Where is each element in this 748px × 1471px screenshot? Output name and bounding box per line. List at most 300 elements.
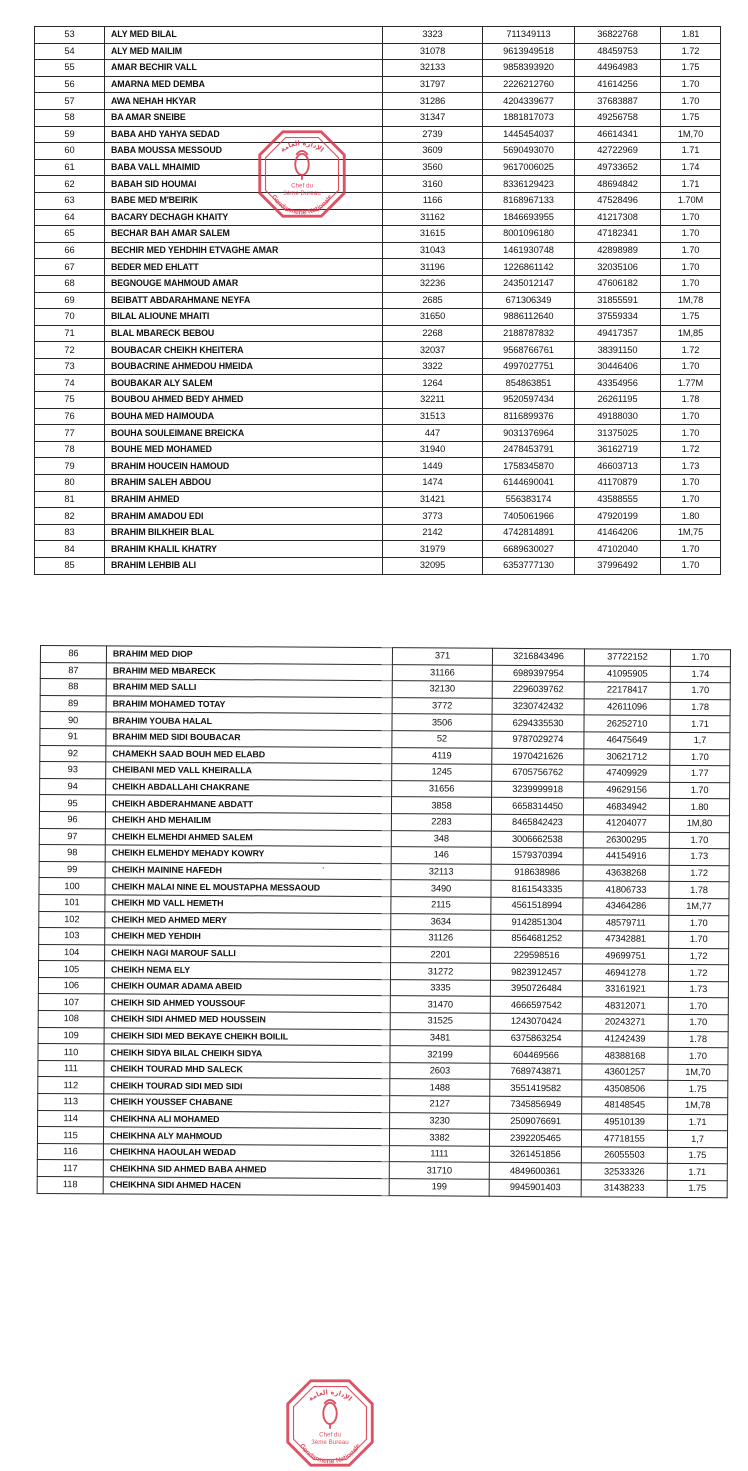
height-value: 1M,85 [661, 325, 721, 342]
person-name: CHEIKH OUMAR ADAMA ABEID [104, 978, 390, 996]
row-number: 99 [39, 861, 105, 878]
service-number: 3323 [383, 27, 483, 44]
service-number: 31650 [383, 309, 483, 326]
height-value: 1M,78 [661, 292, 721, 309]
service-number: 31710 [389, 1162, 489, 1179]
height-value: 1.80 [661, 508, 721, 525]
service-number: 348 [391, 830, 491, 847]
person-name: CHEIKH NAGI MAROUF SALLI [105, 945, 391, 963]
row-number: 61 [35, 159, 105, 176]
row-number: 91 [40, 728, 106, 745]
row-number: 111 [38, 1060, 104, 1077]
phone-number: 47342881 [583, 931, 669, 948]
person-name: BA AMAR SNEIBE [105, 109, 383, 126]
phone-number: 47606182 [575, 275, 661, 292]
person-name: BOUBAKAR ALY SALEM [105, 375, 383, 392]
phone-number: 42898989 [575, 242, 661, 259]
phone-number: 37683887 [575, 93, 661, 110]
service-number: 31347 [383, 109, 483, 126]
national-id: 9142851304 [491, 914, 583, 931]
roster-table-body [35, 27, 721, 575]
row-number: 64 [35, 209, 105, 226]
table-row [35, 375, 721, 392]
national-id: 6658314450 [491, 798, 583, 815]
row-number: 92 [40, 745, 106, 762]
row-number: 54 [35, 43, 105, 60]
phone-number: 32035106 [575, 259, 661, 276]
national-id: 229598516 [491, 947, 583, 964]
height-value: 1.71 [661, 176, 721, 193]
svg-text:3ème Bureau: 3ème Bureau [283, 190, 321, 198]
person-name: CHEIKHNA SID AHMED BABA AHMED [103, 1160, 389, 1178]
person-name: BEDER MED EHLATT [105, 259, 383, 276]
row-number: 112 [38, 1077, 104, 1094]
row-number: 62 [35, 176, 105, 193]
national-id: 9031376964 [483, 425, 575, 442]
row-number: 104 [39, 944, 105, 961]
row-number: 94 [40, 778, 106, 795]
phone-number: 31855591 [575, 292, 661, 309]
phone-number: 43601257 [582, 1064, 668, 1081]
stray-mark: , [322, 861, 325, 870]
phone-number: 49256758 [575, 109, 661, 126]
person-name: CHEIKH MALAI NINE EL MOUSTAPHA MESSAOUD [105, 878, 391, 896]
phone-number: 30621712 [584, 748, 670, 765]
svg-text:Gendarmerie Nationale: Gendarmerie Nationale [297, 1442, 363, 1466]
phone-number: 43588555 [575, 491, 661, 508]
national-id: 711349113 [483, 27, 575, 44]
table-row [35, 524, 721, 541]
national-id: 1461930748 [483, 242, 575, 259]
table-row [35, 159, 721, 176]
national-id: 6353777130 [483, 558, 575, 575]
person-name: BEIBATT ABDARAHMANE NEYFA [105, 292, 383, 309]
person-name: CHEIKHNA SIDI AHMED HACEN [103, 1177, 389, 1195]
national-id: 6989397954 [492, 665, 584, 682]
national-id: 9886112640 [483, 309, 575, 326]
phone-number: 47920199 [575, 508, 661, 525]
row-number: 114 [38, 1110, 104, 1127]
service-number: 3230 [390, 1112, 490, 1129]
phone-number: 48312071 [582, 997, 668, 1014]
national-id: 7345856949 [490, 1096, 582, 1113]
person-name: ALY MED MAILIM [105, 43, 383, 60]
service-number: 1449 [383, 458, 483, 475]
phone-number: 42611096 [584, 699, 670, 716]
person-name: BRAHIM AHMED [105, 491, 383, 508]
phone-number: 41614256 [575, 76, 661, 93]
svg-text:الإدارة العامة: الإدارة العامة [306, 1388, 354, 1403]
row-number: 63 [35, 192, 105, 209]
height-value: 1.74 [670, 666, 730, 683]
row-number: 60 [35, 143, 105, 160]
phone-number: 26252710 [584, 715, 670, 732]
height-value: 1.70 [661, 259, 721, 276]
person-name: BRAHIM AMADOU EDI [105, 508, 383, 525]
height-value: 1.71 [668, 1114, 728, 1131]
table-row [35, 259, 721, 276]
person-name: CHEIKH SIDI AHMED MED HOUSSEIN [104, 1011, 390, 1029]
national-id: 8168967133 [483, 192, 575, 209]
national-id: 4997027751 [483, 358, 575, 375]
svg-text:Gendarmerie Nationale: Gendarmerie Nationale [269, 193, 335, 217]
person-name: BLAL MBARECK BEBOU [105, 325, 383, 342]
height-value: 1.75 [661, 109, 721, 126]
national-id: 6375863254 [490, 1030, 582, 1047]
table-row [35, 242, 721, 259]
row-number: 66 [35, 242, 105, 259]
phone-number: 49629156 [584, 782, 670, 799]
person-name: CHEIKHNA HAOULAH WEDAD [103, 1144, 389, 1162]
service-number: 2127 [390, 1096, 490, 1113]
national-id: 1970421626 [492, 748, 584, 765]
person-name: CHEIKH MED AHMED MERY [105, 911, 391, 929]
table-row [35, 176, 721, 193]
person-name: BOUHE MED MOHAMED [105, 441, 383, 458]
phone-number: 48579711 [583, 914, 669, 931]
person-name: CHEIKH AHD MEHAILIM [105, 812, 391, 830]
person-name: CHEIKH MAININE HAFEDH [105, 862, 391, 880]
table-row [35, 508, 721, 525]
service-number: 1166 [383, 192, 483, 209]
service-number: 31470 [390, 996, 490, 1013]
phone-number: 43508506 [582, 1080, 668, 1097]
service-number: 31196 [383, 259, 483, 276]
row-number: 68 [35, 275, 105, 292]
row-number: 82 [35, 508, 105, 525]
national-id: 3950726484 [490, 980, 582, 997]
person-name: BOUHA SOULEIMANE BREICKA [105, 425, 383, 442]
national-id: 9823912457 [490, 964, 582, 981]
service-number: 32113 [391, 863, 491, 880]
person-name: CHAMEKH SAAD BOUH MED ELABD [106, 745, 392, 763]
row-number: 89 [40, 695, 106, 712]
national-id: 1445454037 [483, 126, 575, 143]
row-number: 107 [38, 994, 104, 1011]
height-value: 1.73 [661, 458, 721, 475]
phone-number: 37996492 [575, 558, 661, 575]
height-value: 1M,80 [669, 815, 729, 832]
national-id: 3551419582 [490, 1080, 582, 1097]
table-row [35, 325, 721, 342]
national-id: 854863851 [483, 375, 575, 392]
person-name: BRAHIM HOUCEIN HAMOUD [105, 458, 383, 475]
service-number: 3634 [391, 913, 491, 930]
service-number: 32133 [383, 60, 483, 77]
table-row [35, 309, 721, 326]
person-name: BILAL ALIOUNE MHAITI [105, 309, 383, 326]
row-number: 74 [35, 375, 105, 392]
person-name: BABA VALL MHAIMID [105, 159, 383, 176]
national-id: 556383174 [483, 491, 575, 508]
row-number: 106 [38, 977, 104, 994]
height-value: 1.71 [667, 1164, 727, 1181]
height-value: 1.72 [669, 865, 729, 882]
national-id: 1881817073 [483, 109, 575, 126]
person-name: ALY MED BILAL [105, 27, 383, 44]
table-row [35, 358, 721, 375]
national-id: 8564681252 [491, 930, 583, 947]
height-value: 1.72 [661, 43, 721, 60]
row-number: 59 [35, 126, 105, 143]
height-value: 1.71 [670, 716, 730, 733]
phone-number: 20243271 [582, 1014, 668, 1031]
national-id: 2509076691 [490, 1113, 582, 1130]
person-name: BABAH SID HOUMAI [105, 176, 383, 193]
table-row [35, 392, 721, 409]
person-name: BACARY DECHAGH KHAITY [105, 209, 383, 226]
service-number: 1474 [383, 475, 483, 492]
row-number: 65 [35, 226, 105, 243]
service-number: 32130 [392, 681, 492, 698]
phone-number: 38391150 [575, 342, 661, 359]
person-name: BRAHIM MED DIOP [106, 646, 392, 664]
national-id: 4742814891 [483, 524, 575, 541]
table-row [35, 43, 721, 60]
table-row [35, 192, 721, 209]
height-value: 1.70 [670, 749, 730, 766]
national-id: 3239999918 [492, 781, 584, 798]
person-name: BRAHIM MOHAMED TOTAY [106, 696, 392, 714]
national-id: 604469566 [490, 1047, 582, 1064]
table-row [35, 27, 721, 44]
row-number: 70 [35, 309, 105, 326]
height-value: 1M,77 [669, 898, 729, 915]
height-value: 1.70 [670, 683, 730, 700]
height-value: 1.72 [661, 441, 721, 458]
table-row [35, 425, 721, 442]
phone-number: 46614341 [575, 126, 661, 143]
service-number: 31940 [383, 441, 483, 458]
person-name: CHEIKH MED YEHDIH [105, 928, 391, 946]
height-value: 1.70 [661, 76, 721, 93]
row-number: 78 [35, 441, 105, 458]
person-name: BECHAR BAH AMAR SALEM [105, 226, 383, 243]
service-number: 2685 [383, 292, 483, 309]
national-id: 6294335530 [492, 715, 584, 732]
height-value: 1.80 [669, 799, 729, 816]
national-id: 2478453791 [483, 441, 575, 458]
height-value: 1.70 [661, 275, 721, 292]
height-value: 1.71 [661, 143, 721, 160]
national-id: 8161543335 [491, 881, 583, 898]
table-row [35, 292, 721, 309]
national-id: 1226861142 [483, 259, 575, 276]
row-number: 81 [35, 491, 105, 508]
service-number: 2115 [391, 897, 491, 914]
table-row [35, 491, 721, 508]
svg-text:Chef du: Chef du [319, 1431, 341, 1439]
service-number: 2739 [383, 126, 483, 143]
row-number: 96 [39, 811, 105, 828]
phone-number: 46941278 [582, 964, 668, 981]
height-value: 1.75 [661, 60, 721, 77]
person-name: CHEIKH ELMEHDY MEHADY KOWRY [105, 845, 391, 863]
service-number: 2603 [390, 1062, 490, 1079]
phone-number: 48694842 [575, 176, 661, 193]
height-value: 1.75 [668, 1081, 728, 1098]
phone-number: 48388168 [582, 1047, 668, 1064]
service-number: 371 [392, 648, 492, 665]
row-number: 77 [35, 425, 105, 442]
national-id: 9945901403 [489, 1179, 581, 1196]
phone-number: 41242439 [582, 1030, 668, 1047]
height-value: 1.73 [668, 981, 728, 998]
phone-number: 26055503 [581, 1147, 667, 1164]
phone-number: 26300295 [583, 831, 669, 848]
height-value: 1.78 [670, 699, 730, 716]
phone-number: 37722152 [584, 649, 670, 666]
table-row [35, 458, 721, 475]
row-number: 53 [35, 27, 105, 44]
height-value: 1,7 [670, 732, 730, 749]
row-number: 75 [35, 392, 105, 409]
national-id: 3230742432 [492, 698, 584, 715]
phone-number: 49188030 [575, 408, 661, 425]
height-value: 1.70 [661, 358, 721, 375]
national-id: 6705756762 [492, 764, 584, 781]
phone-number: 47409929 [584, 765, 670, 782]
national-id: 9617006025 [483, 159, 575, 176]
height-value: 1.72 [661, 342, 721, 359]
national-id: 1758345870 [483, 458, 575, 475]
national-id: 8001096180 [483, 226, 575, 243]
person-name: BABA AHD YAHYA SEDAD [105, 126, 383, 143]
national-id: 4561518994 [491, 897, 583, 914]
service-number: 31513 [383, 408, 483, 425]
row-number: 98 [39, 845, 105, 862]
person-name: CHEIKHNA ALY MAHMOUD [103, 1127, 389, 1145]
service-number: 4119 [392, 747, 492, 764]
national-id: 9568766761 [483, 342, 575, 359]
row-number: 101 [39, 894, 105, 911]
national-id: 3006662538 [491, 831, 583, 848]
row-number: 86 [40, 646, 106, 663]
person-name: BOUBACRINE AHMEDOU HMEIDA [105, 358, 383, 375]
national-id: 2435012147 [483, 275, 575, 292]
national-id: 9858393920 [483, 60, 575, 77]
svg-text:3ème Bureau: 3ème Bureau [311, 1439, 349, 1447]
service-number: 3560 [383, 159, 483, 176]
row-number: 110 [38, 1044, 104, 1061]
height-value: 1.77M [661, 375, 721, 392]
row-number: 116 [37, 1143, 103, 1160]
table-row [35, 109, 721, 126]
service-number: 3382 [389, 1129, 489, 1146]
phone-number: 46475649 [584, 732, 670, 749]
height-value: 1.78 [668, 1031, 728, 1048]
row-number: 87 [40, 662, 106, 679]
person-name: BABA MOUSSA MESSOUD [105, 143, 383, 160]
row-number: 73 [35, 358, 105, 375]
service-number: 2283 [391, 814, 491, 831]
row-number: 71 [35, 325, 105, 342]
service-number: 31166 [392, 664, 492, 681]
table-row [35, 408, 721, 425]
service-number: 31286 [383, 93, 483, 110]
person-name: CHEIKH MD VALL HEMETH [105, 895, 391, 913]
row-number: 115 [37, 1127, 103, 1144]
service-number: 1488 [390, 1079, 490, 1096]
height-value: 1M,70 [661, 126, 721, 143]
height-value: 1.70 [669, 915, 729, 932]
phone-number: 41806733 [583, 881, 669, 898]
svg-text:Chef du: Chef du [291, 182, 313, 190]
row-number: 113 [38, 1094, 104, 1111]
national-id: 7405061966 [483, 508, 575, 525]
person-name: CHEIKH TOURAD SIDI MED SIDI [104, 1077, 390, 1095]
row-number: 93 [40, 762, 106, 779]
table-row [35, 126, 721, 143]
national-id: 3261451856 [489, 1146, 581, 1163]
service-number: 31421 [383, 491, 483, 508]
height-value: 1.70 [661, 475, 721, 492]
person-name: CHEIBANI MED VALL KHEIRALLA [106, 762, 392, 780]
person-name: AMARNA MED DEMBA [105, 76, 383, 93]
service-number: 32095 [383, 558, 483, 575]
national-id: 4204339677 [483, 93, 575, 110]
table-row [37, 1176, 727, 1197]
person-name: BOUBOU AHMED BEDY AHMED [105, 392, 383, 409]
height-value: 1.70 [661, 226, 721, 243]
phone-number: 46603713 [575, 458, 661, 475]
height-value: 1.70 [661, 491, 721, 508]
national-id: 1243070424 [490, 1013, 582, 1030]
phone-number: 41095905 [584, 665, 670, 682]
row-number: 108 [38, 1011, 104, 1028]
person-name: CHEIKH ABDALLAHI CHAKRANE [106, 779, 392, 797]
row-number: 105 [38, 961, 104, 978]
phone-number: 41170879 [575, 475, 661, 492]
national-id: 3216843496 [492, 648, 584, 665]
height-value: 1.70 [670, 649, 730, 666]
person-name: BOUHA MED HAIMOUDA [105, 408, 383, 425]
table-row [35, 93, 721, 110]
person-name: BECHIR MED YEHDHIH ETVAGHE AMAR [105, 242, 383, 259]
official-stamp [282, 1375, 378, 1471]
service-number: 32211 [383, 392, 483, 409]
phone-number: 41464206 [575, 524, 661, 541]
phone-number: 43638268 [583, 865, 669, 882]
phone-number: 41217308 [575, 209, 661, 226]
row-number: 84 [35, 541, 105, 558]
height-value: 1.70 [669, 931, 729, 948]
person-name: BRAHIM KHALIL KHATRY [105, 541, 383, 558]
table-row [35, 60, 721, 77]
person-name: BRAHIM MED MBARECK [106, 662, 392, 680]
phone-number: 49699751 [583, 948, 669, 965]
height-value: 1.75 [661, 309, 721, 326]
phone-number: 48459753 [575, 43, 661, 60]
phone-number: 31438233 [581, 1180, 667, 1197]
roster-table-body [37, 646, 730, 1198]
national-id: 1846693955 [483, 209, 575, 226]
service-number: 1111 [389, 1145, 489, 1162]
person-name: BRAHIM SALEH ABDOU [105, 475, 383, 492]
person-name: CHEIKH YOUSSEF CHABANE [104, 1094, 390, 1112]
row-number: 95 [39, 795, 105, 812]
row-number: 118 [37, 1176, 103, 1193]
service-number: 3322 [383, 358, 483, 375]
phone-number: 22178417 [584, 682, 670, 699]
row-number: 55 [35, 60, 105, 77]
person-name: BEGNOUGE MAHMOUD AMAR [105, 275, 383, 292]
row-number: 100 [39, 878, 105, 895]
service-number: 3160 [383, 176, 483, 193]
row-number: 102 [39, 911, 105, 928]
phone-number: 36822768 [575, 27, 661, 44]
service-number: 32236 [383, 275, 483, 292]
